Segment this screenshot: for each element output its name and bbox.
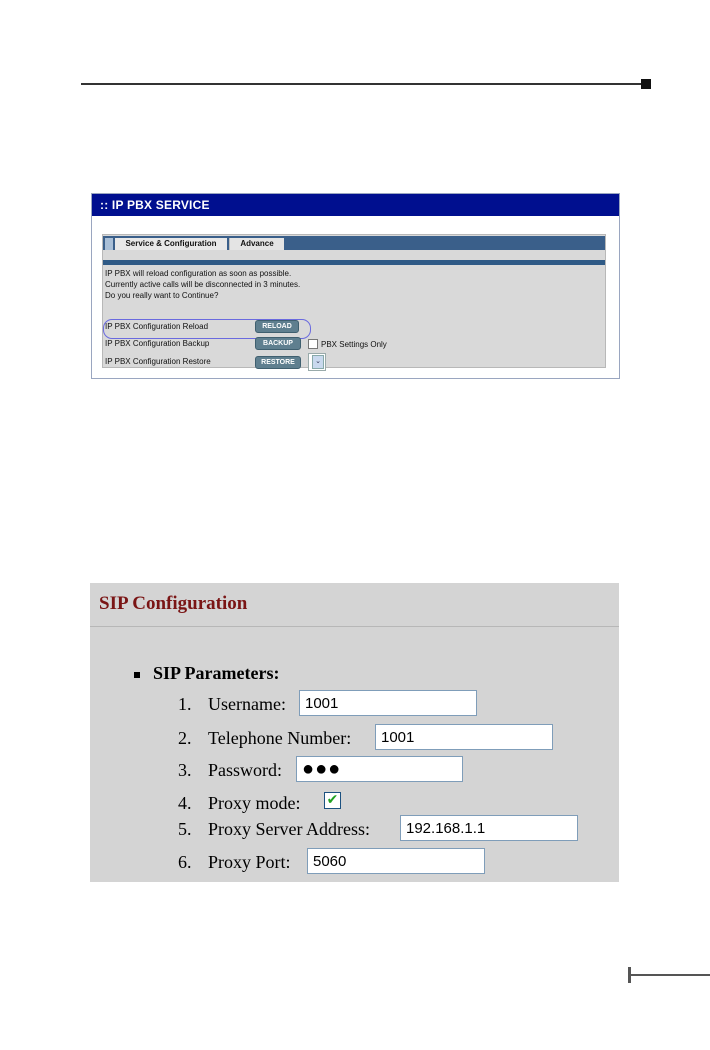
message-line: Currently active calls will be disconnected in 3 minutes. xyxy=(105,280,301,289)
section-divider xyxy=(103,260,605,265)
tab-bar xyxy=(103,236,605,250)
sip-configuration-panel xyxy=(90,583,619,882)
tab-bar-edge xyxy=(105,238,113,250)
item-number: 4. xyxy=(178,793,192,813)
proxy-mode-checkbox[interactable]: ✔ xyxy=(324,792,341,809)
tab-advance[interactable]: Advance xyxy=(229,238,284,250)
item-number: 3. xyxy=(178,760,192,780)
sip-parameters-heading: SIP Parameters: xyxy=(153,663,280,683)
restore-button[interactable]: RESTORE xyxy=(255,356,301,369)
telephone-number-label: Telephone Number: xyxy=(208,728,352,748)
proxy-server-address-input[interactable]: 192.168.1.1 xyxy=(400,815,578,841)
proxy-mode-label: Proxy mode: xyxy=(208,793,301,813)
pbx-settings-only-checkbox[interactable] xyxy=(308,339,318,349)
item-number: 6. xyxy=(178,852,192,872)
item-number: 2. xyxy=(178,728,192,748)
message-line: IP PBX will reload configuration as soon as possible. xyxy=(105,269,292,278)
pbx-content xyxy=(102,234,606,368)
reload-row-label: IP PBX Configuration Reload xyxy=(105,322,209,331)
proxy-port-input[interactable]: 5060 xyxy=(307,848,485,874)
username-label: Username: xyxy=(208,694,286,714)
title-divider xyxy=(90,626,619,627)
tab-service-configuration[interactable]: Service & Configuration xyxy=(115,238,227,250)
backup-button[interactable]: BACKUP xyxy=(255,337,301,350)
bullet-icon xyxy=(134,672,140,678)
reload-warning-message xyxy=(105,268,300,301)
page-header-marker xyxy=(641,79,651,89)
page-header-rule xyxy=(81,83,643,85)
page-footer-rule xyxy=(631,974,710,976)
proxy-server-address-label: Proxy Server Address: xyxy=(208,819,370,839)
ip-pbx-service-panel xyxy=(91,193,620,379)
telephone-number-input[interactable]: 1001 xyxy=(375,724,553,750)
restore-row-label: IP PBX Configuration Restore xyxy=(105,357,211,366)
item-number: 1. xyxy=(178,694,192,714)
reload-button[interactable]: RELOAD xyxy=(255,320,299,333)
item-number: 5. xyxy=(178,819,192,839)
restore-file-select[interactable] xyxy=(308,353,326,371)
proxy-port-label: Proxy Port: xyxy=(208,852,291,872)
message-line: Do you really want to Continue? xyxy=(105,291,219,300)
backup-row-label: IP PBX Configuration Backup xyxy=(105,339,210,348)
username-input[interactable]: 1001 xyxy=(299,690,477,716)
chevron-down-icon: ⌄ xyxy=(312,355,324,369)
password-input[interactable]: ●●● xyxy=(296,756,463,782)
pbx-title: :: IP PBX SERVICE xyxy=(92,194,619,216)
pbx-settings-only-label: PBX Settings Only xyxy=(321,340,387,349)
password-label: Password: xyxy=(208,760,283,780)
sip-title: SIP Configuration xyxy=(99,593,248,614)
